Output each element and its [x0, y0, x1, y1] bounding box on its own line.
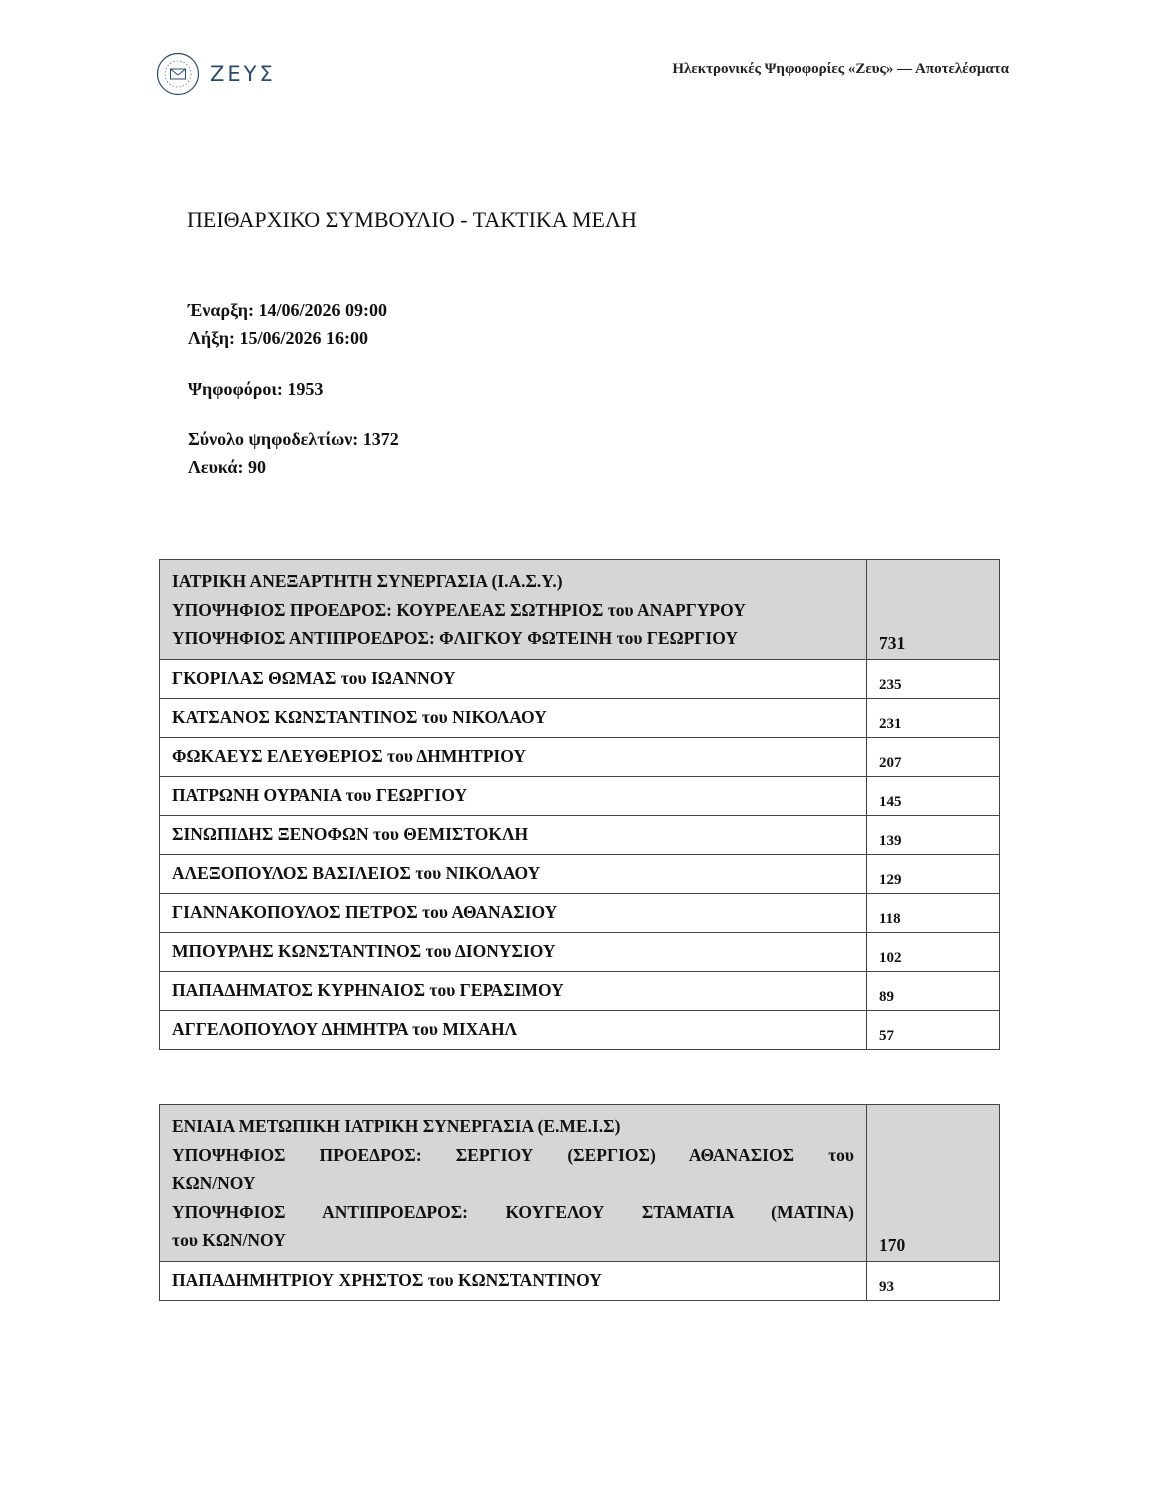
candidate-votes: 102 — [867, 932, 1000, 971]
election-period — [188, 296, 387, 352]
table-row — [160, 776, 1000, 815]
list-header-row — [160, 560, 1000, 660]
candidate-name: ΠΑΤΡΩΝΗ ΟΥΡΑΝΙΑ του ΓΕΩΡΓΙΟΥ — [160, 776, 867, 815]
vice-president-candidate-cont: του ΚΩΝ/ΝΟΥ — [172, 1230, 286, 1250]
document-title: ΠΕΙΘΑΡΧΙΚΟ ΣΥΜΒΟΥΛΙΟ - ΤΑΚΤΙΚΑ ΜΕΛΗ — [187, 207, 637, 232]
table-row — [160, 932, 1000, 971]
start-time: Έναρξη: 14/06/2026 09:00 — [188, 300, 387, 320]
total-ballots: Σύνολο ψηφοδελτίων: 1372 — [188, 429, 399, 449]
candidate-votes: 57 — [867, 1010, 1000, 1049]
candidate-votes: 89 — [867, 971, 1000, 1010]
candidate-name: ΣΙΝΩΠΙΔΗΣ ΞΕΝΟΦΩΝ του ΘΕΜΙΣΤΟΚΛΗ — [160, 815, 867, 854]
candidate-name: ΑΓΓΕΛΟΠΟΥΛΟΥ ΔΗΜΗΤΡΑ του ΜΙΧΑΗΛ — [160, 1010, 867, 1049]
candidate-votes: 93 — [867, 1261, 1000, 1300]
candidate-name: ΦΩΚΑΕΥΣ ΕΛΕΥΘΕΡΙΟΣ του ΔΗΜΗΤΡΙΟΥ — [160, 737, 867, 776]
table-row — [160, 971, 1000, 1010]
ballot-totals — [188, 425, 399, 481]
president-candidate: ΥΠΟΨΗΦΙΟΣ ΠΡΟΕΔΡΟΣ: ΣΕΡΓΙΟΥ (ΣΕΡΓΙΟΣ) ΑΘΑΝΑΣΙΟΣ του — [172, 1144, 854, 1165]
logo-text: ΖΕΥΣ — [210, 62, 276, 86]
list-name: ΕΝΙΑΙΑ ΜΕΤΩΠΙΚΗ ΙΑΤΡΙΚΗ ΣΥΝΕΡΓΑΣΙΑ (Ε.ΜΕ.Ι.Σ) — [172, 1116, 621, 1136]
candidate-name: ΠΑΠΑΔΗΜΗΤΡΙΟΥ ΧΡΗΣΤΟΣ του ΚΩΝΣΤΑΝΤΙΝΟΥ — [160, 1261, 867, 1300]
candidate-votes: 145 — [867, 776, 1000, 815]
voters-count: Ψηφοφόροι: 1953 — [188, 379, 324, 399]
list-votes: 170 — [867, 1105, 1000, 1262]
table-row — [160, 1261, 1000, 1300]
table-row — [160, 815, 1000, 854]
table-row — [160, 854, 1000, 893]
candidate-votes: 118 — [867, 893, 1000, 932]
list-votes: 731 — [867, 560, 1000, 660]
list-header — [160, 1105, 867, 1262]
vice-president-candidate: ΥΠΟΨΗΦΙΟΣ ΑΝΤΙΠΡΟΕΔΡΟΣ: ΚΟΥΓΕΛΟΥ ΣΤΑΜΑΤΙΑ (ΜΑΤΙΝΑ) — [172, 1201, 854, 1222]
ballot-seal-icon — [156, 52, 200, 96]
candidate-name: ΚΑΤΣΑΝΟΣ ΚΩΝΣΤΑΝΤΙΝΟΣ του ΝΙΚΟΛΑΟΥ — [160, 698, 867, 737]
candidate-name: ΑΛΕΞΟΠΟΥΛΟΣ ΒΑΣΙΛΕΙΟΣ του ΝΙΚΟΛΑΟΥ — [160, 854, 867, 893]
blank-ballots: Λευκά: 90 — [188, 457, 266, 477]
page-header-title: Ηλεκτρονικές Ψηφοφορίες «Ζευς» — Αποτελέσματα — [672, 61, 1009, 77]
candidate-votes: 231 — [867, 698, 1000, 737]
end-time: Λήξη: 15/06/2026 16:00 — [188, 328, 368, 348]
candidate-name: ΓΚΟΡΙΛΑΣ ΘΩΜΑΣ του ΙΩΑΝΝΟΥ — [160, 659, 867, 698]
president-candidate-cont: ΚΩΝ/ΝΟΥ — [172, 1173, 256, 1193]
table-row — [160, 659, 1000, 698]
list-header-row — [160, 1105, 1000, 1262]
table-row — [160, 1010, 1000, 1049]
candidate-name: ΜΠΟΥΡΛΗΣ ΚΩΝΣΤΑΝΤΙΝΟΣ του ΔΙΟΝΥΣΙΟΥ — [160, 932, 867, 971]
table-row — [160, 893, 1000, 932]
candidate-votes: 207 — [867, 737, 1000, 776]
candidate-name: ΓΙΑΝΝΑΚΟΠΟΥΛΟΣ ΠΕΤΡΟΣ του ΑΘΑΝΑΣΙΟΥ — [160, 893, 867, 932]
table-row — [160, 737, 1000, 776]
candidate-votes: 129 — [867, 854, 1000, 893]
candidate-votes: 139 — [867, 815, 1000, 854]
president-candidate: ΥΠΟΨΗΦΙΟΣ ΠΡΟΕΔΡΟΣ: ΚΟΥΡΕΛΕΑΣ ΣΩΤΗΡΙΟΣ του ΑΝΑΡΓΥΡΟΥ — [172, 599, 746, 620]
results-table-iasy — [159, 559, 1000, 1050]
vice-president-candidate: ΥΠΟΨΗΦΙΟΣ ΑΝΤΙΠΡΟΕΔΡΟΣ: ΦΛΙΓΚΟΥ ΦΩΤΕΙΝΗ του ΓΕΩΡΓΙΟΥ — [172, 628, 739, 648]
results-table-emeis — [159, 1104, 1000, 1301]
list-header — [160, 560, 867, 660]
zeus-logo — [156, 52, 276, 96]
list-name: ΙΑΤΡΙΚΗ ΑΝΕΞΑΡΤΗΤΗ ΣΥΝΕΡΓΑΣΙΑ (Ι.Α.Σ.Υ.) — [172, 571, 563, 591]
table-row — [160, 698, 1000, 737]
candidate-votes: 235 — [867, 659, 1000, 698]
candidate-name: ΠΑΠΑΔΗΜΑΤΟΣ ΚΥΡΗΝΑΙΟΣ του ΓΕΡΑΣΙΜΟΥ — [160, 971, 867, 1010]
